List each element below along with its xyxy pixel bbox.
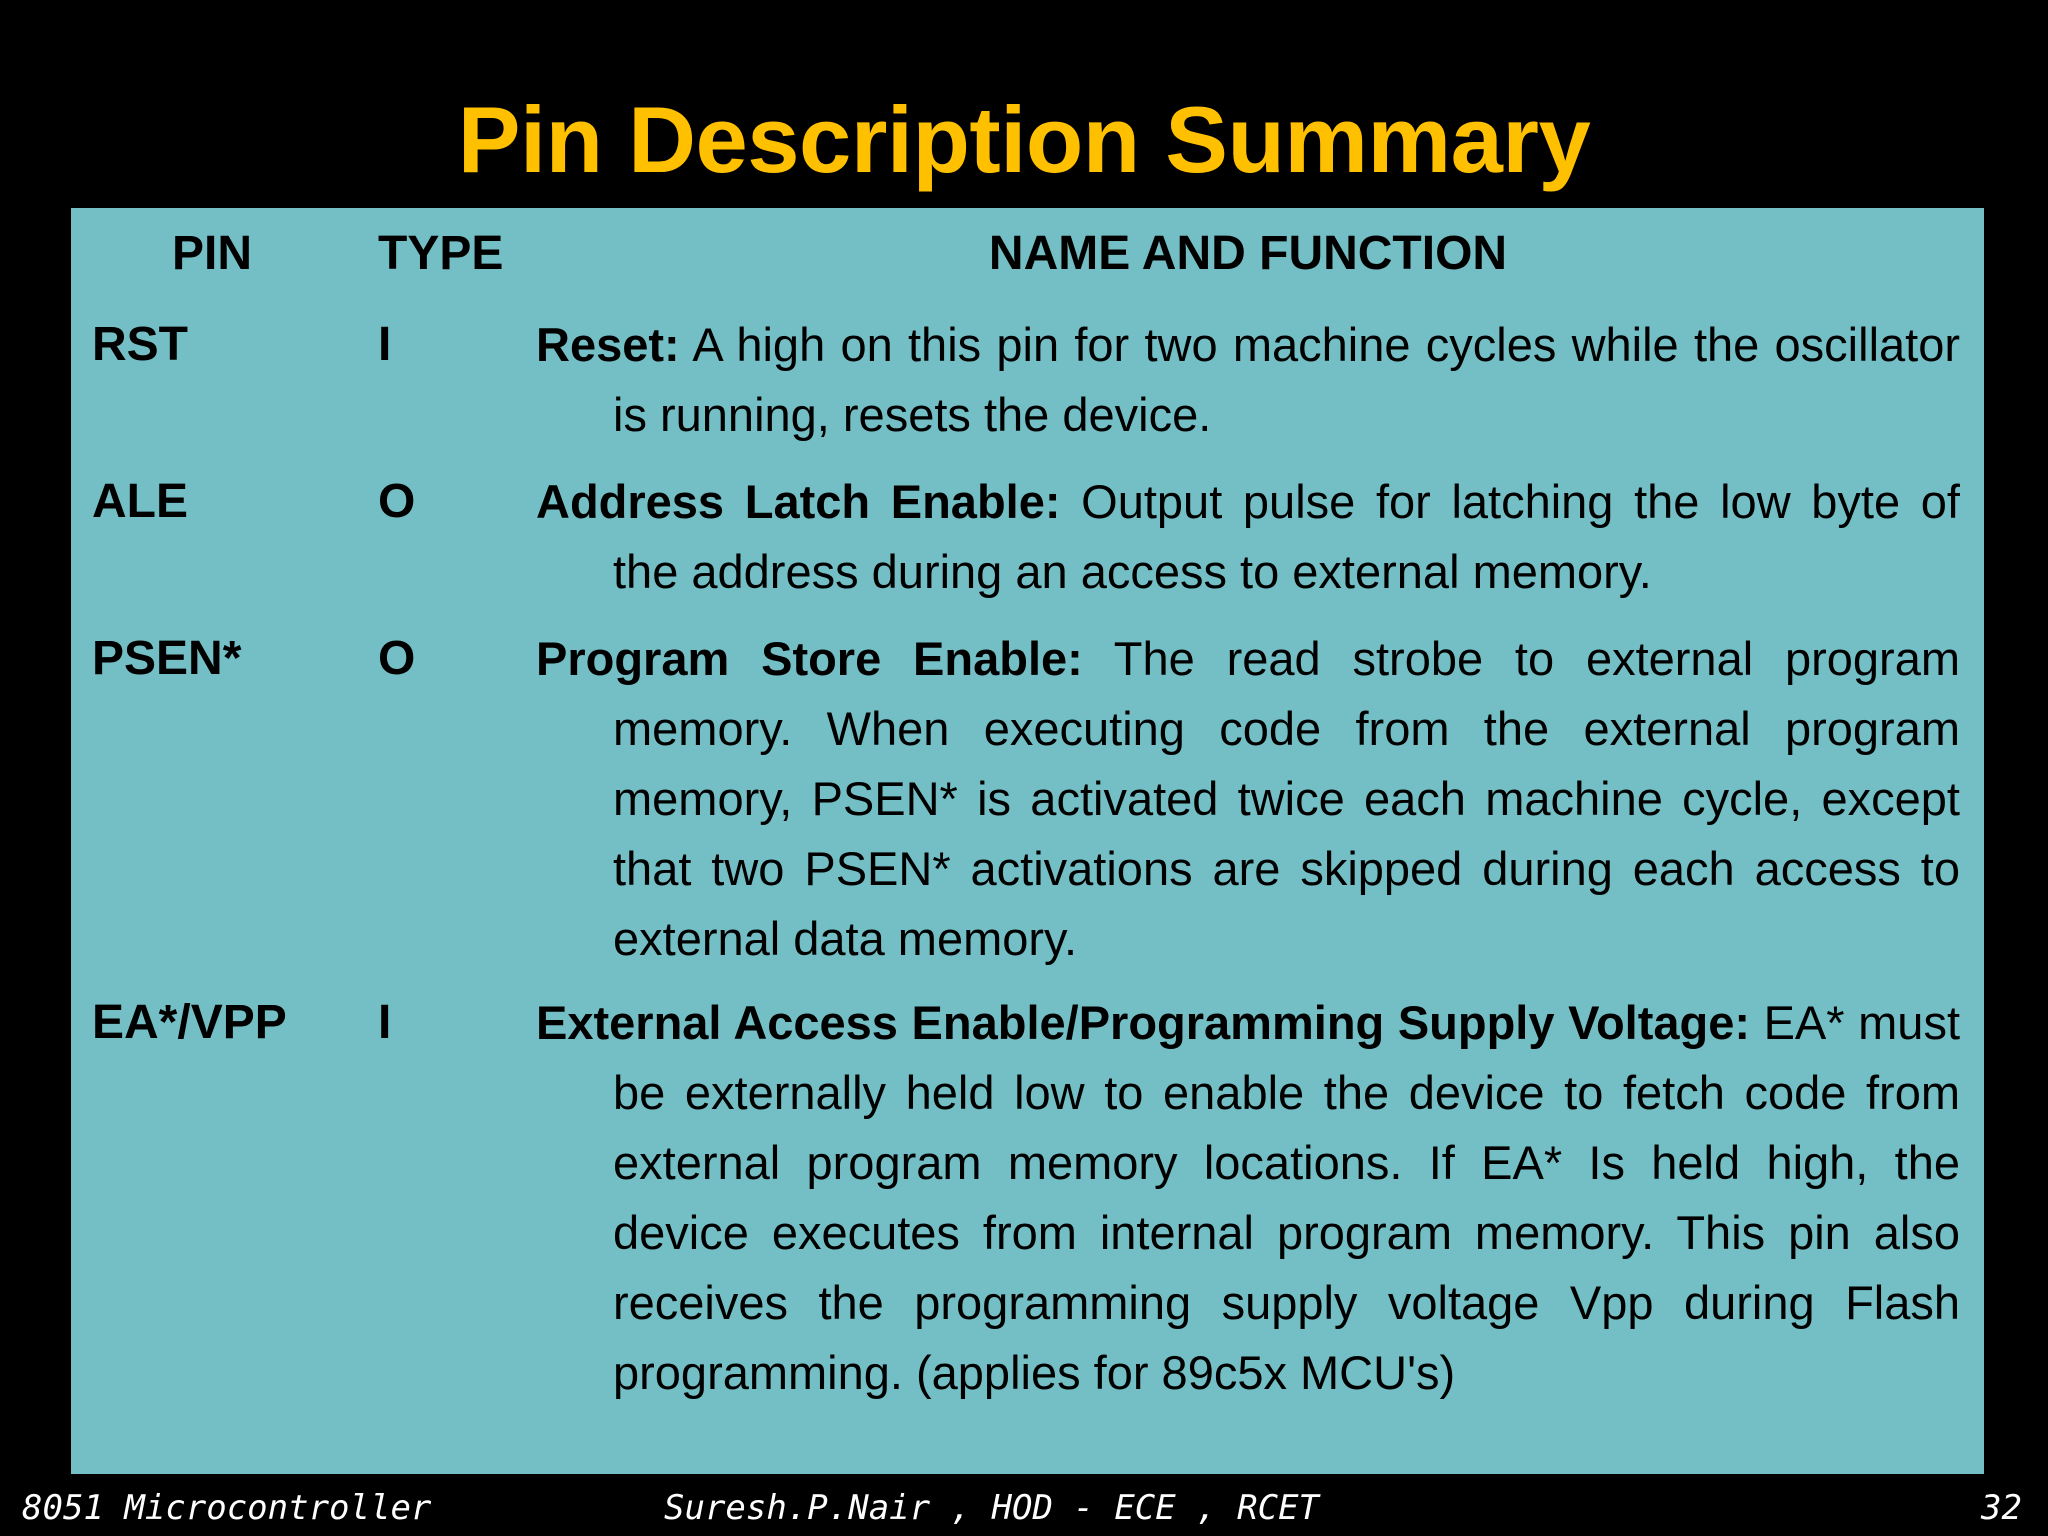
function-name: Address Latch Enable: xyxy=(536,475,1061,528)
header-pin: PIN xyxy=(172,227,253,280)
function-name: External Access Enable/Programming Supply Voltage: xyxy=(536,996,1750,1049)
function-description: A high on this pin for two machine cycles while the oscillator is running, resets the device. xyxy=(613,318,1960,441)
type-cell: O xyxy=(378,475,416,528)
footer-author: Suresh.P.Nair , HOD - ECE , RCET xyxy=(664,1488,1320,1528)
pin-cell: PSEN* xyxy=(92,632,242,685)
function-description: The read strobe to external program memory. When executing code from the external program memory, PSEN* is activated twice each machine cycle, except that two PSEN* activations are skipped during each access to external data memory. xyxy=(613,632,1960,965)
function-name: Reset: xyxy=(536,318,680,371)
type-cell: O xyxy=(378,632,416,685)
footer-course-title: 8051 Microcontroller xyxy=(22,1488,432,1528)
slide-title: Pin Description Summary xyxy=(457,87,1591,192)
type-cell: I xyxy=(378,996,392,1049)
pin-cell: RST xyxy=(92,318,188,371)
pin-cell: ALE xyxy=(92,475,188,528)
function-cell xyxy=(536,988,1960,1408)
function-cell xyxy=(536,624,1960,974)
footer-page-number: 32 xyxy=(1981,1488,2022,1528)
function-description: EA* must be externally held low to enable the device to fetch code from external program memory locations. If EA* Is held high, the device executes from internal program memory. This pin also receives the programming supply voltage Vpp during Flash programming. (applies for 89c5x MCU's) xyxy=(613,996,1960,1399)
function-name: Program Store Enable: xyxy=(536,632,1083,685)
header-function: NAME AND FUNCTION xyxy=(988,227,1508,280)
function-cell xyxy=(536,310,1960,450)
function-description: Output pulse for latching the low byte of the address during an access to external memory. xyxy=(613,475,1960,598)
function-cell xyxy=(536,467,1960,607)
pin-cell: EA*/VPP xyxy=(92,996,287,1049)
header-type: TYPE xyxy=(378,227,504,280)
type-cell: I xyxy=(378,318,392,371)
